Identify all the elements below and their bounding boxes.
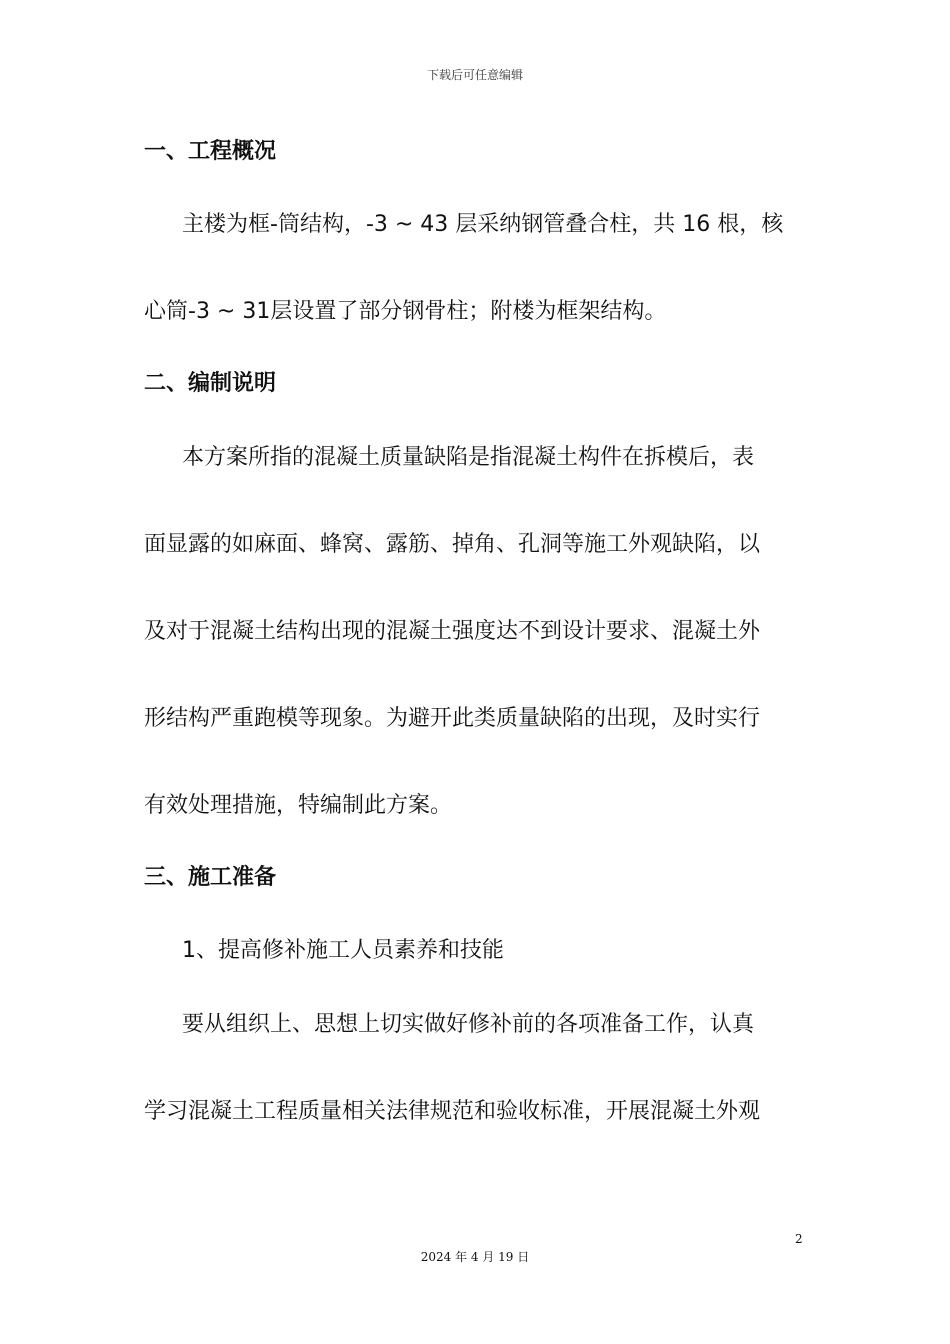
header-note: 下载后可任意编辑 (426, 68, 523, 82)
section-heading-notes: 二、编制说明 (144, 371, 277, 396)
paragraph-line: 主楼为框-筒结构，-3 ~ 43 层采纳钢管叠合柱，共 16 根，核 (182, 212, 784, 237)
paragraph-line: 及对于混凝土结构出现的混凝土强度达不到设计要求、混凝土外 (144, 619, 761, 644)
section-heading-overview: 一、工程概况 (144, 139, 277, 164)
page-number: 2 (795, 1232, 803, 1246)
subsection-heading: 1、提高修补施工人员素养和技能 (182, 938, 504, 963)
paragraph-line: 有效处理措施，特编制此方案。 (144, 793, 453, 818)
paragraph-line: 面显露的如麻面、蜂窝、露筋、掉角、孔洞等施工外观缺陷，以 (144, 532, 761, 557)
section-heading-preparation: 三、施工准备 (144, 865, 277, 890)
paragraph-line: 本方案所指的混凝土质量缺陷是指混凝土构件在拆模后，表 (182, 445, 755, 470)
paragraph-line: 心筒-3 ~ 31层设置了部分钢骨柱；附楼为框架结构。 (144, 299, 667, 324)
paragraph-line: 形结构严重跑模等现象。为避开此类质量缺陷的出现，及时实行 (144, 706, 761, 731)
paragraph-line: 学习混凝土工程质量相关法律规范和验收标准，开展混凝土外观 (144, 1099, 761, 1124)
paragraph-line: 要从组织上、思想上切实做好修补前的各项准备工作，认真 (182, 1012, 755, 1037)
footer-date: 2024 年 4 月 19 日 (420, 1250, 530, 1264)
